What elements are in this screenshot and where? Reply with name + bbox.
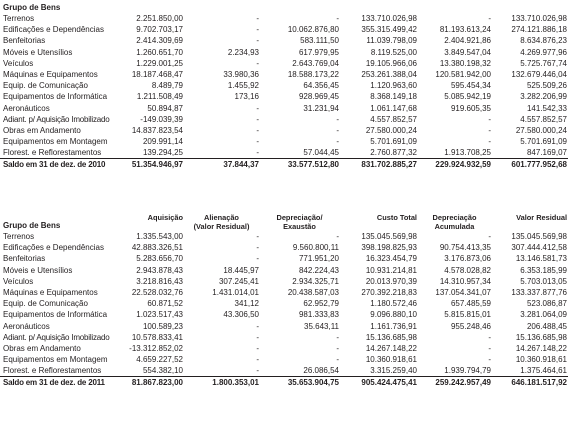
cell-c6: 523.086,87 bbox=[526, 299, 567, 309]
cell-c5: - bbox=[488, 114, 491, 124]
cell-c4: 11.039.798,09 bbox=[366, 36, 417, 46]
cell-c5: - bbox=[488, 343, 491, 353]
cell-c1: 1.023.517,43 bbox=[136, 310, 183, 320]
cell-c4: 8.368.149,18 bbox=[370, 92, 417, 102]
total-c2: 1.800.353,01 bbox=[184, 377, 260, 389]
cell-c5: 919.605,35 bbox=[450, 103, 491, 113]
total-row bbox=[0, 377, 568, 389]
cell-c2: 341,12 bbox=[234, 299, 259, 309]
table-row bbox=[0, 24, 568, 35]
cell-c4: 10.931.214,81 bbox=[365, 265, 417, 275]
cell-c3: - bbox=[336, 232, 339, 242]
cell-c1: 9.702.703,17 bbox=[136, 25, 183, 35]
cell-c5: - bbox=[488, 355, 491, 365]
cell-c5: 81.193.613,24 bbox=[439, 25, 491, 35]
row-label: Móveis e Utensílios bbox=[3, 47, 73, 57]
cell-c6: 8.634.876,23 bbox=[520, 36, 567, 46]
cell-c4: 10.360.918,61 bbox=[365, 355, 417, 365]
cell-c1: 2.414.309,69 bbox=[136, 36, 183, 46]
cell-c1: -149.039,39 bbox=[140, 114, 183, 124]
cell-c2: 1.431.014,01 bbox=[212, 288, 259, 298]
table-row bbox=[0, 231, 568, 242]
cell-c2: - bbox=[256, 103, 259, 113]
cell-c2: - bbox=[256, 243, 259, 253]
cell-c3: 981.333,83 bbox=[298, 310, 339, 320]
table-row bbox=[0, 298, 568, 309]
cell-c6: 27.580.000,24 bbox=[515, 125, 567, 135]
cell-c1: 1.260.651,70 bbox=[136, 47, 183, 57]
cell-c3: 64.356,45 bbox=[303, 81, 339, 91]
row-label: Obras em Andamento bbox=[3, 125, 81, 135]
table-row bbox=[0, 103, 568, 114]
cell-c6: 14.267.148,22 bbox=[515, 343, 567, 353]
cell-c5: 595.454,34 bbox=[450, 81, 491, 91]
total-c1: 51.354.946,97 bbox=[100, 159, 184, 171]
table-row bbox=[0, 276, 568, 287]
total-c4: 905.424.475,41 bbox=[340, 377, 418, 389]
total-c2: 37.844,37 bbox=[184, 159, 260, 171]
cell-c4: 135.045.569,98 bbox=[361, 232, 417, 242]
cell-c5: 955.248,46 bbox=[450, 321, 491, 331]
cell-c5: 14.310.957,34 bbox=[439, 276, 491, 286]
cell-c4: 355.315.499,42 bbox=[361, 25, 417, 35]
cell-c3: - bbox=[336, 114, 339, 124]
cell-c2: - bbox=[256, 332, 259, 342]
cell-c4: 5.701.691,09 bbox=[370, 137, 417, 147]
cell-c2: - bbox=[256, 58, 259, 68]
table-row bbox=[0, 69, 568, 80]
cell-c5: 4.578.028,82 bbox=[444, 265, 491, 275]
cell-c4: 270.392.218,83 bbox=[361, 288, 417, 298]
cell-c6: 206.488,45 bbox=[526, 321, 567, 331]
cell-c6: 525.509,26 bbox=[526, 81, 567, 91]
cell-c2: 33.980,36 bbox=[223, 70, 259, 80]
cell-c4: 1.161.736,91 bbox=[370, 321, 417, 331]
cell-c4: 1.061.147,68 bbox=[370, 103, 417, 113]
row-label: Terrenos bbox=[3, 14, 35, 24]
cell-c3: 617.979,95 bbox=[298, 47, 339, 57]
cell-c1: 100.589,23 bbox=[142, 321, 183, 331]
cell-c6: 5.703.013,05 bbox=[520, 276, 567, 286]
cell-c5: 5.815.815,01 bbox=[444, 310, 491, 320]
table-row bbox=[0, 91, 568, 102]
total-c3: 35.653.904,75 bbox=[260, 377, 340, 389]
table-row bbox=[0, 80, 568, 91]
cell-c2: - bbox=[256, 232, 259, 242]
cell-c5: 13.380.198,32 bbox=[439, 58, 491, 68]
total-c1: 81.867.823,00 bbox=[100, 377, 184, 389]
table-row bbox=[0, 354, 568, 365]
header-custo-total: Custo Total bbox=[376, 213, 417, 222]
cell-c1: 4.659.227,52 bbox=[136, 355, 183, 365]
cell-c5: 1.939.794,79 bbox=[444, 366, 491, 376]
cell-c2: - bbox=[256, 321, 259, 331]
row-label: Florest. e Reflorestamentos bbox=[3, 366, 102, 376]
cell-c3: 62.952,79 bbox=[303, 299, 339, 309]
cell-c1: 1.211.508,49 bbox=[136, 92, 183, 102]
cell-c5: - bbox=[488, 14, 491, 24]
cell-c2: - bbox=[256, 36, 259, 46]
cell-c4: 1.180.572,46 bbox=[370, 299, 417, 309]
cell-c4: 20.013.970,39 bbox=[365, 276, 417, 286]
cell-c4: 15.136.685,98 bbox=[365, 332, 417, 342]
cell-c4: 27.580.000,24 bbox=[365, 125, 417, 135]
cell-c2: - bbox=[256, 137, 259, 147]
table-row bbox=[0, 365, 568, 377]
cell-c3: 928.969,45 bbox=[298, 92, 339, 102]
table-row bbox=[0, 114, 568, 125]
total-c3: 33.577.512,80 bbox=[260, 159, 340, 171]
cell-c4: 9.096.880,10 bbox=[370, 310, 417, 320]
row-label: Móveis e Utensílios bbox=[3, 265, 73, 275]
cell-c6: 5.725.767,74 bbox=[520, 58, 567, 68]
cell-c6: 15.136.685,98 bbox=[515, 332, 567, 342]
table-row bbox=[0, 125, 568, 136]
cell-c6: 132.679.446,04 bbox=[511, 70, 567, 80]
cell-c3: 9.560.800,11 bbox=[292, 243, 339, 253]
total-c5: 259.242.957,49 bbox=[418, 377, 492, 389]
row-label: Edificações e Dependências bbox=[3, 25, 104, 35]
cell-c6: 3.281.064,09 bbox=[520, 310, 567, 320]
cell-c3: 18.588.173,22 bbox=[287, 70, 339, 80]
cell-c6: 6.353.185,99 bbox=[520, 265, 567, 275]
cell-c3: 35.643,11 bbox=[304, 321, 339, 331]
cell-c1: 50.894,87 bbox=[147, 103, 183, 113]
cell-c6: 135.045.569,98 bbox=[511, 232, 567, 242]
total-row bbox=[0, 159, 568, 171]
cell-c5: - bbox=[488, 125, 491, 135]
row-label: Equipamentos em Montagem bbox=[3, 355, 108, 365]
group-title: Grupo de Bens bbox=[3, 220, 61, 230]
cell-c5: 657.485,59 bbox=[450, 299, 491, 309]
cell-c6: 133.337.877,76 bbox=[511, 288, 567, 298]
row-label: Benfeitorias bbox=[3, 36, 46, 46]
cell-c2: - bbox=[256, 114, 259, 124]
cell-c2: 18.445,97 bbox=[223, 265, 259, 275]
cell-c6: 307.444.412,58 bbox=[511, 243, 567, 253]
table-row bbox=[0, 136, 568, 147]
header-alienacao: Alienação (Valor Residual) bbox=[193, 213, 250, 231]
cell-c5: - bbox=[488, 232, 491, 242]
cell-c1: 1.335.543,00 bbox=[136, 232, 183, 242]
table-row bbox=[0, 265, 568, 276]
cell-c1: 60.871,52 bbox=[147, 299, 183, 309]
cell-c3: - bbox=[336, 137, 339, 147]
row-label: Máquinas e Equipamentos bbox=[3, 288, 98, 298]
cell-c2: 43.306,50 bbox=[223, 310, 259, 320]
cell-c6: 4.269.977,96 bbox=[520, 47, 567, 57]
total-c5: 229.924.932,59 bbox=[418, 159, 492, 171]
asset-table-2010 bbox=[0, 1, 568, 170]
column-header-row bbox=[0, 213, 568, 231]
table-row bbox=[0, 321, 568, 332]
total-c6: 646.181.517,92 bbox=[492, 377, 568, 389]
row-label: Equipamentos de Informática bbox=[3, 310, 108, 320]
header-aquisicao: Aquisição bbox=[147, 213, 183, 222]
cell-c2: - bbox=[256, 355, 259, 365]
cell-c6: 10.360.918,61 bbox=[515, 355, 567, 365]
cell-c3: - bbox=[336, 14, 339, 24]
cell-c1: 8.489,79 bbox=[151, 81, 183, 91]
cell-c3: - bbox=[336, 332, 339, 342]
total-c6: 601.777.952,68 bbox=[492, 159, 568, 171]
cell-c5: 2.404.921,86 bbox=[444, 36, 491, 46]
header-valor-residual: Valor Residual bbox=[516, 213, 567, 222]
cell-c4: 4.557.852,57 bbox=[370, 114, 417, 124]
row-label: Adiant. p/ Aquisição Imobilizado bbox=[3, 332, 110, 342]
cell-c5: 137.054.341,07 bbox=[435, 288, 491, 298]
group-title-row bbox=[0, 1, 568, 13]
cell-c6: 13.146.581,73 bbox=[515, 254, 567, 264]
cell-c5: 5.085.942,19 bbox=[444, 92, 491, 102]
cell-c1: 22.528.032,76 bbox=[131, 288, 183, 298]
cell-c3: 57.044,45 bbox=[303, 148, 339, 158]
cell-c4: 133.710.026,98 bbox=[361, 14, 417, 24]
cell-c1: -13.312.852,02 bbox=[129, 343, 183, 353]
cell-c4: 3.315.259,40 bbox=[370, 366, 417, 376]
cell-c1: 209.991,14 bbox=[142, 137, 183, 147]
row-label: Adiant. p/ Aquisição Imobilizado bbox=[3, 114, 110, 124]
cell-c1: 42.883.326,51 bbox=[131, 243, 183, 253]
cell-c4: 253.261.388,04 bbox=[361, 70, 417, 80]
cell-c5: - bbox=[488, 137, 491, 147]
cell-c4: 19.105.966,06 bbox=[365, 58, 417, 68]
cell-c4: 14.267.148,22 bbox=[365, 343, 417, 353]
cell-c2: - bbox=[256, 366, 259, 376]
table-row bbox=[0, 13, 568, 24]
cell-c6: 1.375.464,61 bbox=[520, 366, 567, 376]
row-label: Veículos bbox=[3, 58, 34, 68]
cell-c3: 771.951,20 bbox=[298, 254, 339, 264]
cell-c3: 2.643.769,04 bbox=[292, 58, 339, 68]
cell-c1: 1.229.001,25 bbox=[136, 58, 183, 68]
row-label: Edificações e Dependências bbox=[3, 243, 104, 253]
cell-c2: 2.234,93 bbox=[227, 47, 259, 57]
cell-c4: 16.323.454,79 bbox=[365, 254, 417, 264]
row-label: Obras em Andamento bbox=[3, 343, 81, 353]
row-label: Benfeitorias bbox=[3, 254, 46, 264]
cell-c2: 307.245,41 bbox=[218, 276, 259, 286]
cell-c5: 120.581.942,00 bbox=[435, 70, 491, 80]
table-row bbox=[0, 147, 568, 159]
table-row bbox=[0, 242, 568, 253]
row-label: Equip. de Comunicação bbox=[3, 81, 88, 91]
cell-c2: - bbox=[256, 148, 259, 158]
header-depreciacao-exaustao: Depreciação/ Exaustão bbox=[276, 213, 323, 231]
table-row bbox=[0, 47, 568, 58]
cell-c3: - bbox=[336, 343, 339, 353]
cell-c4: 8.119.525,00 bbox=[370, 47, 417, 57]
cell-c2: - bbox=[256, 343, 259, 353]
cell-c3: - bbox=[336, 125, 339, 135]
cell-c1: 139.294,25 bbox=[142, 148, 183, 158]
row-label: Máquinas e Equipamentos bbox=[3, 70, 98, 80]
cell-c1: 554.382,10 bbox=[142, 366, 183, 376]
cell-c5: 3.176.873,06 bbox=[444, 254, 491, 264]
row-label: Aeronáuticos bbox=[3, 321, 50, 331]
cell-c5: 90.754.413,35 bbox=[439, 243, 491, 253]
cell-c1: 2.251.850,00 bbox=[136, 14, 183, 24]
cell-c6: 133.710.026,98 bbox=[511, 14, 567, 24]
cell-c2: - bbox=[256, 14, 259, 24]
cell-c3: 2.934.325,71 bbox=[292, 276, 339, 286]
row-label: Equip. de Comunicação bbox=[3, 299, 88, 309]
cell-c6: 274.121.886,18 bbox=[511, 25, 567, 35]
cell-c2: - bbox=[256, 25, 259, 35]
group-title: Grupo de Bens bbox=[3, 2, 61, 12]
cell-c1: 10.578.833,41 bbox=[131, 332, 183, 342]
table-row bbox=[0, 58, 568, 69]
row-label: Florest. e Reflorestamentos bbox=[3, 148, 102, 158]
cell-c6: 141.542,33 bbox=[526, 103, 567, 113]
cell-c3: 583.111,50 bbox=[300, 36, 339, 46]
cell-c4: 1.120.963,60 bbox=[370, 81, 417, 91]
cell-c1: 18.187.468,47 bbox=[131, 70, 183, 80]
table-row bbox=[0, 309, 568, 320]
table-row bbox=[0, 253, 568, 264]
cell-c5: - bbox=[488, 332, 491, 342]
cell-c1: 2.943.878,43 bbox=[136, 265, 183, 275]
cell-c2: 173,16 bbox=[234, 92, 259, 102]
cell-c4: 398.198.825,93 bbox=[361, 243, 417, 253]
cell-c1: 3.218.816,43 bbox=[136, 276, 183, 286]
cell-c3: 26.086,54 bbox=[303, 366, 339, 376]
table-row bbox=[0, 343, 568, 354]
cell-c5: 3.849.547,04 bbox=[444, 47, 491, 57]
cell-c3: 10.062.876,80 bbox=[287, 25, 339, 35]
total-label: Saldo em 31 de dez. de 2011 bbox=[0, 377, 100, 389]
cell-c2: - bbox=[256, 254, 259, 264]
cell-c1: 14.837.823,54 bbox=[131, 125, 183, 135]
cell-c3: - bbox=[336, 355, 339, 365]
asset-table-2011 bbox=[0, 213, 568, 388]
total-label: Saldo em 31 de dez. de 2010 bbox=[0, 159, 100, 171]
row-label: Terrenos bbox=[3, 232, 35, 242]
cell-c5: 1.913.708,25 bbox=[444, 148, 491, 158]
cell-c4: 2.760.877,32 bbox=[370, 148, 417, 158]
header-depreciacao-acumulada: Depreciação Acumulada bbox=[432, 213, 477, 231]
cell-c2: 1.455,92 bbox=[227, 81, 259, 91]
total-c4: 831.702.885,27 bbox=[340, 159, 418, 171]
cell-c6: 847.169,07 bbox=[526, 148, 567, 158]
row-label: Veículos bbox=[3, 276, 34, 286]
row-label: Aeronáuticos bbox=[3, 103, 50, 113]
cell-c3: 842.224,43 bbox=[298, 265, 339, 275]
cell-c6: 4.557.852,57 bbox=[520, 114, 567, 124]
row-label: Equipamentos em Montagem bbox=[3, 137, 108, 147]
cell-c6: 5.701.691,09 bbox=[520, 137, 567, 147]
cell-c3: 20.438.587,03 bbox=[287, 288, 339, 298]
table-row bbox=[0, 332, 568, 343]
cell-c1: 5.283.656,70 bbox=[136, 254, 183, 264]
cell-c2: - bbox=[256, 125, 259, 135]
table-row bbox=[0, 287, 568, 298]
cell-c3: 31.231,94 bbox=[303, 103, 339, 113]
cell-c6: 3.282.206,99 bbox=[520, 92, 567, 102]
table-row bbox=[0, 35, 568, 46]
row-label: Equipamentos de Informática bbox=[3, 92, 108, 102]
